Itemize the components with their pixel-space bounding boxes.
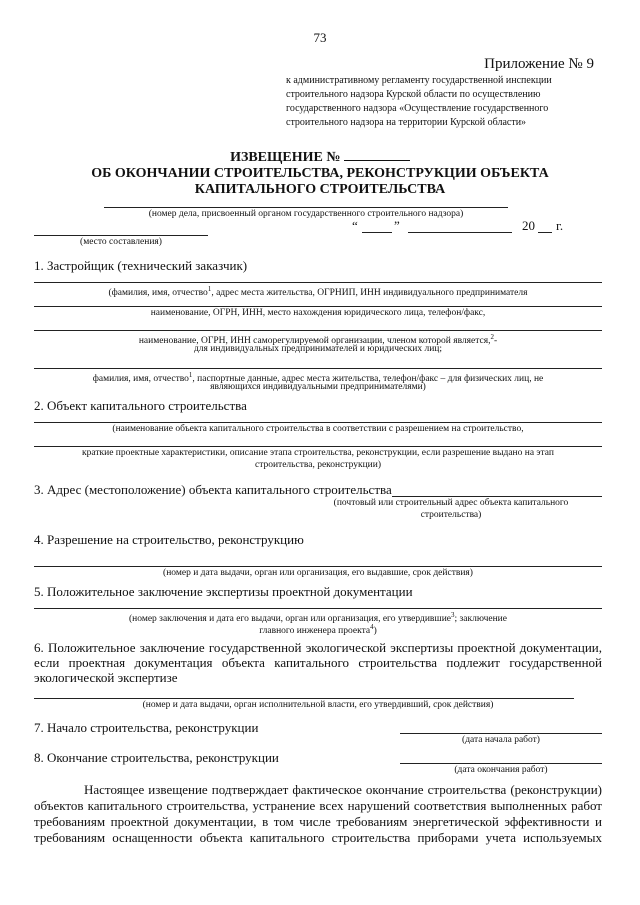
- section2-caption1: (наименование объекта капитального строительства в соответствии с разрешением на строительство,: [112, 424, 524, 434]
- section7-field[interactable]: [400, 733, 602, 734]
- section2-caption2b: строительства, реконструкции): [254, 460, 382, 470]
- section6-field[interactable]: [34, 698, 574, 699]
- section1-caption4: фамилия, имя, отчество$^1$, паспортные данные, адрес места жительства, телефон/факс – для физических лиц, не: [92, 371, 544, 385]
- section1-line2[interactable]: [34, 306, 602, 307]
- page-number: 73: [313, 30, 327, 45]
- section4-field[interactable]: [34, 566, 602, 567]
- date-year-field[interactable]: [538, 232, 552, 233]
- section2-caption2: краткие проектные характеристики, описание этапа строительства, реконструкции, если разрешение выдано на этап: [82, 448, 554, 458]
- section8-caption: (дата окончания работ): [454, 765, 548, 775]
- section1-caption2: наименование, ОГРН, ИНН, место нахождения юридического лица, телефон/факс,: [150, 308, 486, 318]
- section1-line1[interactable]: [34, 282, 602, 283]
- section3-field[interactable]: [392, 496, 602, 497]
- notice-number-field[interactable]: [344, 148, 410, 161]
- notice-title-line3: КАПИТАЛЬНОГО СТРОИТЕЛЬСТВА: [194, 182, 446, 197]
- final-paragraph: Настоящее извещение подтверждает фактическое окончание строительства (реконструкции) объектов капитального строительства, устранение всех нарушений соответствия выполненных работ требованиям проектной документации, в том числе требованиям энергетической эффективности и требованиям оснащенности объекта капитального строительства приборами учета используемых: [34, 782, 602, 845]
- section4-label: 4. Разрешение на строительство, реконструкцию: [34, 532, 304, 547]
- date-year-prefix: 20: [522, 218, 535, 233]
- notice-title: [0, 148, 640, 198]
- appendix-subtitle-line: государственного надзора «Осуществление государственного: [286, 103, 549, 114]
- case-number-caption: (номер дела, присвоенный органом государственного строительного надзора): [148, 209, 464, 219]
- section5-caption-b: главного инженера проекта$^4$): [259, 623, 377, 637]
- section8-field[interactable]: [400, 763, 602, 764]
- section3-caption: (почтовый или строительный адрес объекта капитального: [333, 498, 569, 508]
- section6-text: 6. Положительное заключение государственной экологической экспертизы проектной документации, если проектная документация объекта капитального строительства подлежит государственной экологической экспертизе: [34, 640, 602, 685]
- date-quote-open: “: [352, 218, 358, 233]
- section5-field[interactable]: [34, 608, 602, 609]
- case-number-field[interactable]: [104, 207, 508, 208]
- notice-title-line1: ИЗВЕЩЕНИЕ №: [230, 150, 341, 165]
- section1-caption3: наименование, ОГРН, ИНН саморегулируемой организации, членом которой является,$^2$-: [138, 333, 498, 347]
- place-field[interactable]: [34, 235, 208, 236]
- date-year-suffix: г.: [556, 218, 564, 233]
- appendix-title: Приложение № 9: [484, 56, 594, 72]
- section5-label: 5. Положительное заключение экспертизы проектной документации: [34, 584, 413, 599]
- section7-label: 7. Начало строительства, реконструкции: [34, 720, 259, 735]
- appendix-subtitle-line: строительного надзора на территории Курской области»: [286, 117, 527, 128]
- date-month-field[interactable]: [408, 232, 512, 233]
- section1-caption4b: являющихся индивидуальными предпринимателями): [210, 382, 426, 392]
- section1-line4[interactable]: [34, 368, 602, 369]
- appendix-subtitle: [286, 74, 596, 130]
- section2-label: 2. Объект капитального строительства: [34, 398, 247, 413]
- section1-caption1: (фамилия, имя, отчество$^1$, адрес места жительства, ОГРНИП, ИНН индивидуального предпринимателя: [108, 285, 528, 299]
- section3-caption-b: строительства): [420, 510, 482, 520]
- section4-caption: (номер и дата выдачи, орган или организация, его выдавшие, срок действия): [163, 568, 473, 578]
- section1-line3[interactable]: [34, 330, 602, 331]
- section3-label: 3. Адрес (местоположение) объекта капитального строительства: [34, 482, 392, 497]
- section2-line1[interactable]: [34, 422, 602, 423]
- section1-caption3b: для индивидуальных предпринимателей и юридических лиц;: [193, 344, 443, 354]
- appendix-subtitle-line: к административному регламенту государственной инспекции: [286, 75, 552, 86]
- section7-caption: (дата начала работ): [462, 735, 540, 745]
- notice-title-line2: ОБ ОКОНЧАНИИ СТРОИТЕЛЬСТВА, РЕКОНСТРУКЦИИ ОБЪЕКТА: [91, 166, 549, 181]
- section6-caption: (номер и дата выдачи, орган исполнительной власти, его утвердивший, срок действия): [142, 700, 494, 710]
- date-quote-close: ”: [394, 218, 400, 233]
- section5-caption: (номер заключения и дата его выдачи, орган или организация, его утвердившие$^3$; заключение: [129, 611, 507, 625]
- section8-label: 8. Окончание строительства, реконструкции: [34, 750, 279, 765]
- date-day-field[interactable]: [362, 232, 392, 233]
- place-caption: (место составления): [80, 237, 162, 247]
- section1-label: 1. Застройщик (технический заказчик): [34, 258, 248, 273]
- section2-line2[interactable]: [34, 446, 602, 447]
- appendix-subtitle-line: строительного надзора Курской области по осуществлению: [286, 89, 541, 100]
